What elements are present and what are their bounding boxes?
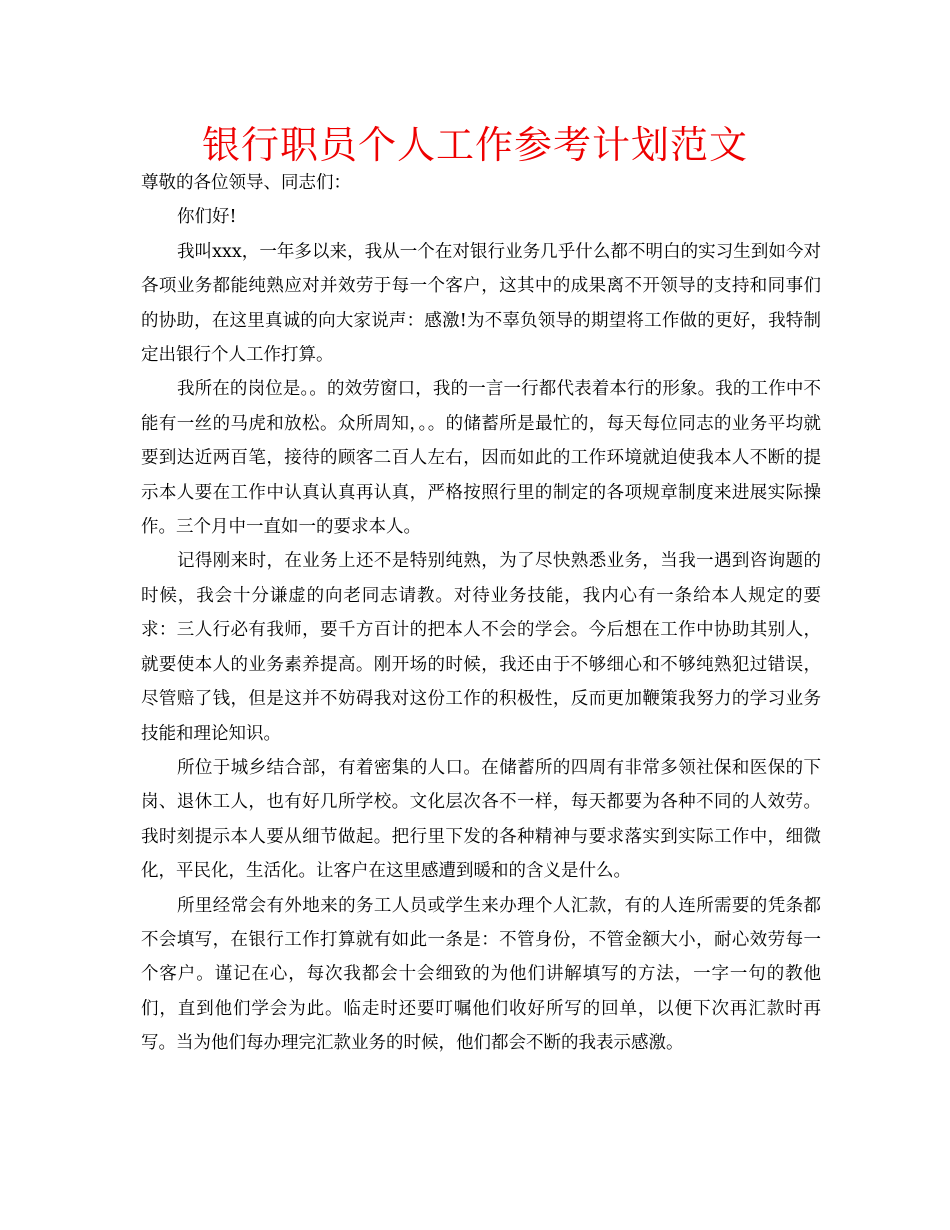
paragraph-location: 所位于城乡结合部，有着密集的人口。在储蓄所的四周有非常多领社保和医保的下岗、退休工人，也有好几所学校。文化层次各不一样，每天都要为各种不同的人效劳。我时刻提示本人要从细节做起。把行里下发的各种精神与要求落实到实际工作中，细微化，平民化，生活化。让客户在这里感遭到暖和的含义是什么。 bbox=[141, 757, 821, 882]
document-body bbox=[141, 166, 821, 1061]
paragraph-introduction: 我叫xxx，一年多以来，我从一个在对银行业务几乎什么都不明白的实习生到如今对各项业务都能纯熟应对并效劳于每一个客户，这其中的成果离不开领导的支持和同事们的协助，在这里真诚的向大家说声：感激!为不辜负领导的期望将工作做的更好，我特制定出银行个人工作打算。 bbox=[141, 241, 821, 366]
salutation: 尊敬的各位领导、同志们： bbox=[141, 173, 351, 193]
paragraph-customers: 所里经常会有外地来的务工人员或学生来办理个人汇款，有的人连所需要的凭条都不会填写，在银行工作打算就有如此一条是：不管身份，不管金额大小，耐心效劳每一个客户。谨记在心，每次我都会十会细致的为他们讲解填写的方法，一字一句的教他们，直到他们学会为此。临走时还要叮嘱他们收好所写的回单，以便下次再汇款时再写。当为他们每办理完汇款业务的时候，他们都会不断的我表示感激。 bbox=[141, 895, 821, 1054]
paragraph-position: 我所在的岗位是。。的效劳窗口，我的一言一行都代表着本行的形象。我的工作中不能有一丝的马虎和放松。众所周知，。。的储蓄所是最忙的，每天每位同志的业务平均就要到达近两百笔，接待的顾客二百人左右，因而如此的工作环境就迫使我本人不断的提示本人要在工作中认真认真再认真，严格按照行里的制定的各项规章制度来进展实际操作。三个月中一直如一的要求本人。 bbox=[141, 379, 821, 538]
paragraph-greeting: 你们好! bbox=[177, 207, 237, 228]
paragraph-learning: 记得刚来时，在业务上还不是特别纯熟，为了尽快熟悉业务，当我一遇到咨询题的时候，我会十分谦虚的向老同志请教。对待业务技能，我内心有一条给本人规定的要求：三人行必有我师，要千方百计的把本人不会的学会。今后想在工作中协助其别人，就要使本人的业务素养提高。刚开场的时候，我还由于不够细心和不够纯熟犯过错误，尽管赔了钱，但是这并不妨碍我对这份工作的积极性，反而更加鞭策我努力的学习业务技能和理论知识。 bbox=[141, 551, 821, 744]
document-title: 银行职员个人工作参考计划范文 bbox=[201, 123, 748, 167]
